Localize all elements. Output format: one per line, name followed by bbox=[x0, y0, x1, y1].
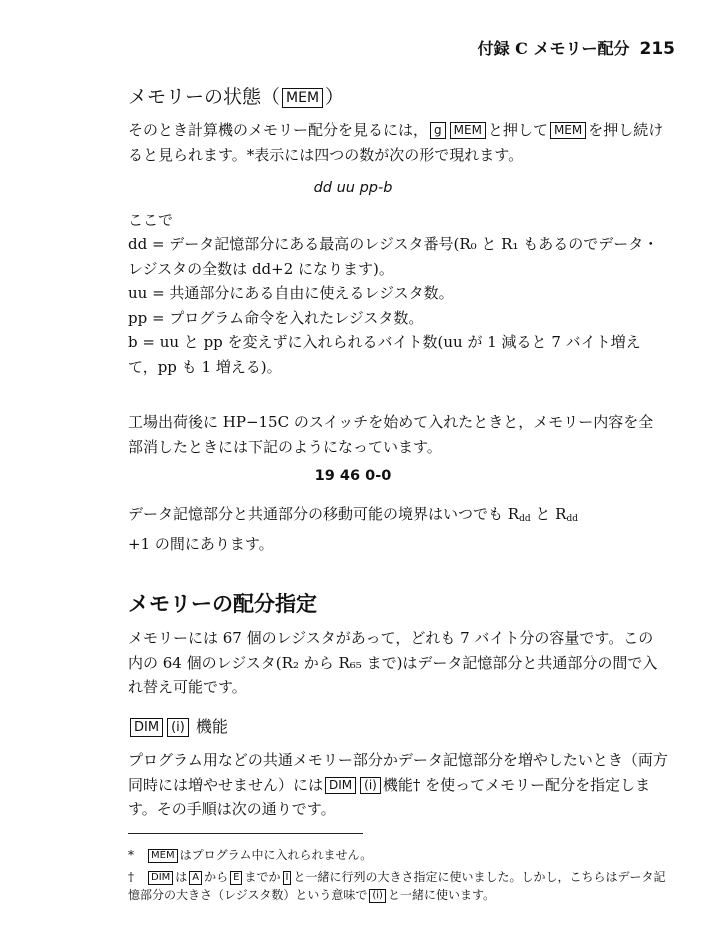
title-suffix: ） bbox=[325, 86, 345, 108]
boundary-mid: と R bbox=[530, 505, 567, 523]
text-segment: を押し続けると見られます。*表示には四つの数が次の形で現れます。 bbox=[128, 121, 664, 164]
footnote-2-mark: † bbox=[128, 870, 134, 884]
text-segment: から bbox=[204, 870, 229, 884]
subhead-dim-i-function bbox=[128, 714, 228, 737]
key-a: A bbox=[189, 871, 202, 885]
page-number: 215 bbox=[639, 39, 675, 59]
i-key: (i) bbox=[167, 718, 189, 737]
text-segment: と一緒に使います。 bbox=[387, 888, 495, 902]
definition-pp: pp = プログラム命令を入れたレジスタ数。 bbox=[128, 308, 424, 327]
allocation-paragraph: メモリーには 67 個のレジスタがあって，どれも 7 バイト分の容量です。この内の 64 個のレジスタ(R₂ から R₆₅ まで)はデータ記憶部分と共通部分の間で入れ替え可能です。 bbox=[128, 629, 658, 696]
footnote-1 bbox=[128, 846, 668, 864]
key-i: (i) bbox=[360, 777, 381, 794]
footnote-2-text bbox=[128, 870, 665, 902]
dim-paragraph bbox=[128, 748, 668, 822]
title-prefix: メモリーの状態（ bbox=[128, 86, 281, 108]
definitions-list bbox=[128, 232, 668, 379]
key-dim: DIM bbox=[148, 871, 173, 885]
definition-b: b = uu と pp を変えずに入れられるバイト数(uu が 1 減ると 7 バイト増えて，pp も 1 増える)。 bbox=[128, 333, 641, 376]
factory-paragraph: 工場出荷後に HP−15C のスイッチを始めて入れたときと，メモリー内容を全部消したときには下記のようになっています。 bbox=[128, 413, 654, 456]
boundary-end: +1 の間にあります。 bbox=[128, 534, 274, 553]
here-label: ここで bbox=[128, 211, 174, 229]
boundary-subscript-2: dd bbox=[566, 514, 578, 524]
subhead-text: 機能 bbox=[195, 717, 228, 736]
boundary-text: データ記憶部分と共通部分の移動可能の境界はいつでも R bbox=[128, 505, 520, 523]
key-mem: MEM bbox=[148, 849, 178, 863]
text-segment: プログラム用などの共通メモリー部分かデータ記憶部分を増やしたいとき（両方同時には増やせません）には bbox=[128, 751, 668, 794]
key-g: g bbox=[430, 122, 446, 139]
dim-key: DIM bbox=[130, 718, 163, 737]
text-segment: と押して bbox=[487, 121, 548, 139]
display-format: dd uu pp-b bbox=[313, 180, 393, 196]
factory-display: 19 46 0-0 bbox=[314, 468, 392, 484]
key-i: (i) bbox=[369, 889, 386, 903]
key-mem: MEM bbox=[450, 122, 486, 139]
mem-key: MEM bbox=[282, 88, 323, 108]
section-title-memory-status bbox=[128, 82, 344, 109]
key-i: I bbox=[283, 871, 292, 885]
section-title-memory-allocation: メモリーの配分指定 bbox=[128, 592, 317, 616]
boundary-paragraph bbox=[128, 502, 668, 556]
footnote-2 bbox=[128, 868, 668, 904]
definition-uu: uu = 共通部分にある自由に使えるレジスタ数。 bbox=[128, 284, 454, 302]
intro-paragraph bbox=[128, 118, 668, 167]
key-e: E bbox=[230, 871, 242, 885]
text-segment: 機能† を使ってメモリー配分を指定します。その手順は次の通りです。 bbox=[128, 775, 651, 818]
key-mem: MEM bbox=[550, 122, 586, 139]
boundary-subscript-1: dd bbox=[519, 514, 531, 524]
definition-dd: dd = データ記憶部分にある最高のレジスタ番号(R₀ と R₁ もあるのでデータ・レジスタの全数は dd+2 になります)。 bbox=[128, 235, 659, 278]
footnote-1-mark: * bbox=[128, 848, 134, 862]
text-segment: までか bbox=[244, 870, 281, 884]
text-segment: は bbox=[175, 870, 188, 884]
running-header bbox=[400, 36, 675, 59]
text-segment: そのとき計算機のメモリー配分を見るには， bbox=[128, 121, 429, 139]
footnote-1-text bbox=[146, 848, 372, 862]
key-dim: DIM bbox=[325, 777, 356, 794]
text-segment: と一緒に行列の大きさ指定に使いました。しかし，こちらはデータ記憶部分の大きさ（レジスタ数）という意味で bbox=[128, 870, 666, 902]
footnote-rule bbox=[128, 833, 363, 834]
header-section: 付録 C メモリー配分 bbox=[477, 39, 630, 58]
text-segment: はプログラム中に入れられません。 bbox=[179, 848, 373, 862]
